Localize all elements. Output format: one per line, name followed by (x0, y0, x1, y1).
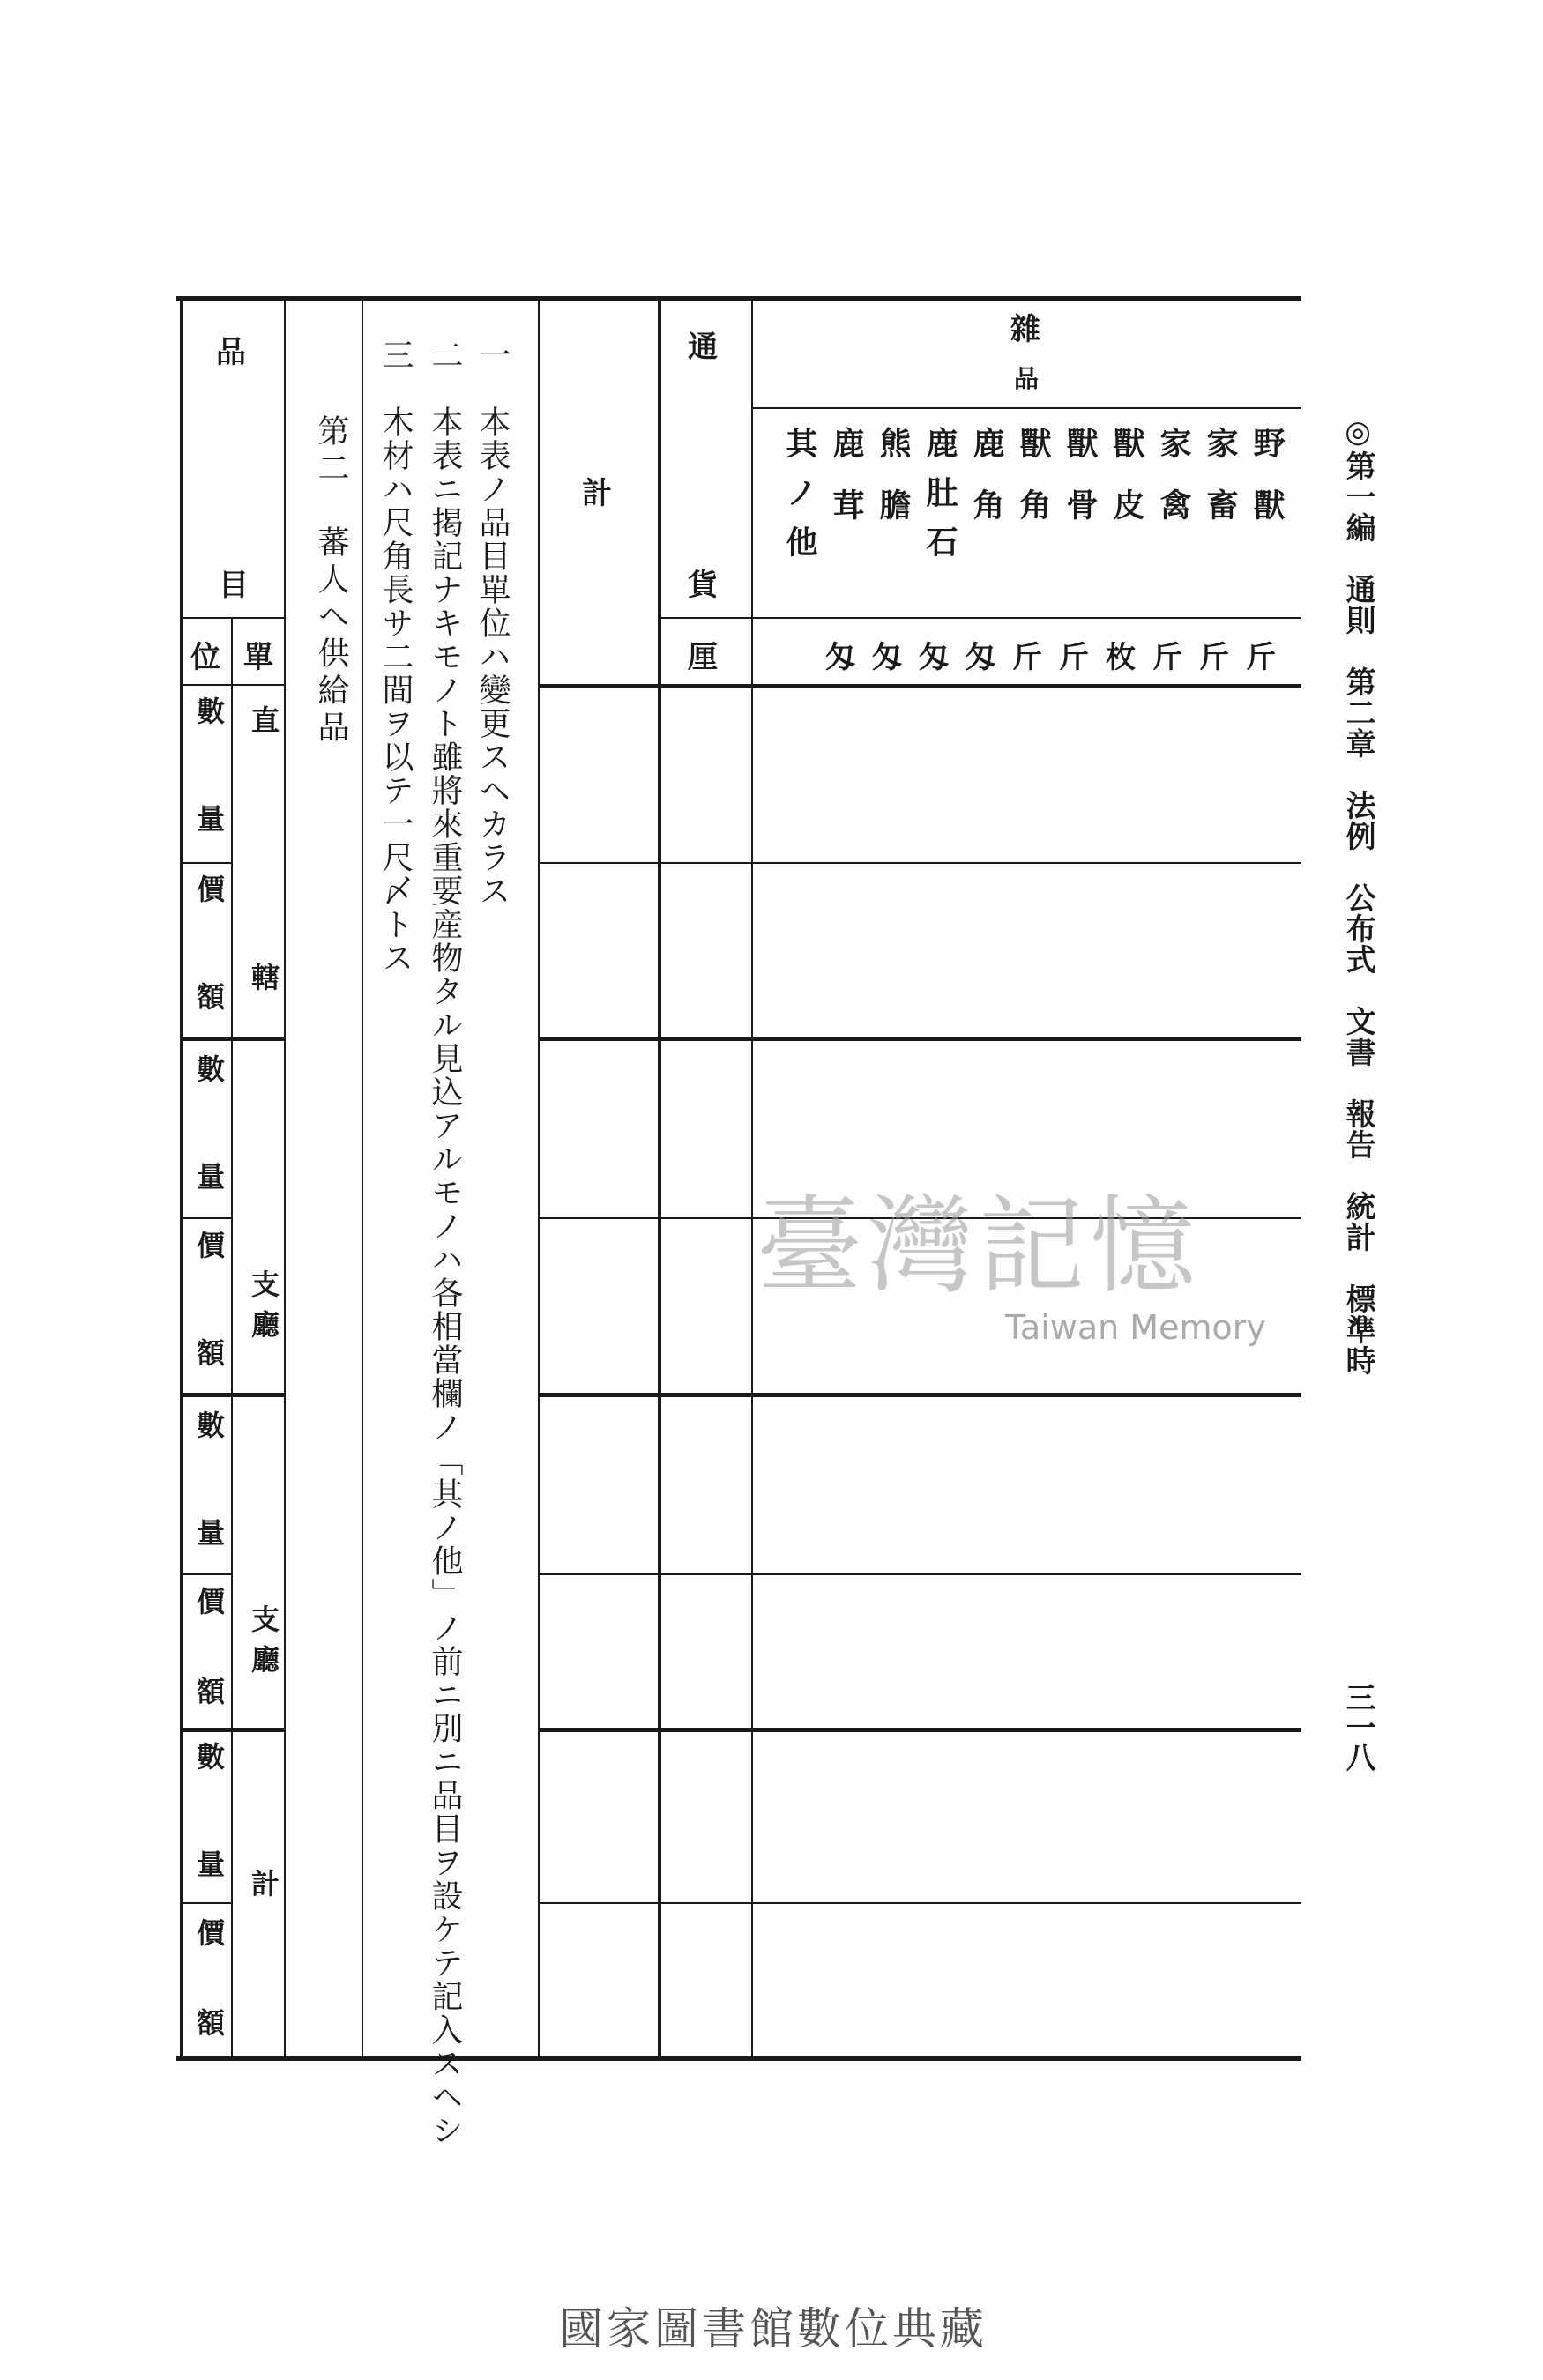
item-unit-0: 斤 (1246, 640, 1276, 675)
header-ka: 貨 (688, 568, 721, 603)
col-divider-group (284, 296, 286, 2059)
kagaku-label-3: 價額 (192, 1587, 226, 1766)
item-name-4: 獸骨 (1062, 427, 1099, 550)
data-line-6 (538, 1728, 1301, 1732)
note-1: 一 本表ノ品目單位ハ變更スヘカラス (474, 338, 511, 908)
kagaku-label-1: 價額 (192, 874, 226, 1090)
section-heading: 第二 蕃人ヘ供給品 (313, 414, 349, 747)
item-name-1: 家畜 (1202, 427, 1239, 550)
kagaku-label-2: 價額 (192, 1231, 226, 1446)
data-line-4 (538, 1393, 1301, 1397)
group-label-4: 計 (247, 1869, 280, 1897)
item-unit-4: 斤 (1059, 640, 1089, 675)
footer-archive-label: 國家圖書館數位典藏 (559, 2303, 988, 2354)
header-kei: 計 (582, 476, 615, 511)
item-name-2: 家禽 (1155, 427, 1192, 550)
note-2: 二 本表ニ掲記ナキモノト雖將來重要産物タル見込アルモノハ各相當欄ノ「其ノ他」ノ前ニ別ニ品目ヲ設ケテ記入スヘシ (427, 338, 463, 2147)
suryo-label-2: 數量 (192, 1054, 226, 1269)
item-unit-2: 斤 (1152, 640, 1182, 675)
col-divider-unit (231, 617, 233, 2058)
col-divider-notes (538, 296, 540, 2059)
header-bottom-line-mid (658, 617, 753, 619)
header-bottom-line-left (180, 617, 286, 619)
item-name-3: 獸皮 (1108, 427, 1145, 550)
watermark-logo-text: 臺灣記憶 (757, 1186, 1201, 1308)
data-line-5 (538, 1573, 1301, 1575)
group-label-1: 直轄 (247, 705, 280, 1220)
data-line-7 (538, 1902, 1301, 1904)
item-unit-3: 枚 (1106, 640, 1136, 675)
header-pin: 品 (216, 335, 250, 370)
item-name-8: 熊膽 (875, 427, 912, 550)
suryo-label-3: 數量 (192, 1410, 226, 1625)
header-dan: 單 (243, 640, 277, 675)
kei-row-top-line (538, 684, 1301, 688)
item-unit-6: 匁 (965, 640, 995, 675)
zatsu-under-line (751, 407, 1301, 409)
suryo-label-4: 數量 (192, 1742, 226, 1957)
data-line-1 (538, 862, 1301, 864)
item-unit-7: 匁 (919, 640, 949, 675)
suryo-label-1: 數量 (192, 696, 226, 911)
header-pin2: 品 (1014, 364, 1043, 393)
header-rin: 厘 (688, 640, 721, 675)
group-label-2: 支廳 (247, 1269, 280, 1350)
item-unit-9: 匁 (825, 640, 855, 675)
header-mu: 目 (219, 568, 252, 603)
header-wei: 位 (190, 640, 224, 675)
item-name-6: 鹿角 (968, 427, 1005, 550)
table-bottom-border (176, 2056, 1301, 2061)
item-name-10: 其ノ他 (781, 427, 818, 575)
watermark-english: Taiwan Memory (1005, 1308, 1266, 1347)
header-bottom-line-right (751, 617, 1301, 619)
running-header: ◎第一編 通則 第二章 法例 公布式 文書 報告 統計 標準時 (1340, 414, 1376, 1376)
header-zatsu: 雜 (1010, 312, 1044, 347)
item-unit-5: 斤 (1012, 640, 1042, 675)
row-line-a (180, 684, 286, 686)
col-divider-tsu (751, 296, 753, 2059)
item-unit-1: 斤 (1199, 640, 1229, 675)
table-left-border (180, 296, 183, 2059)
item-name-5: 獸角 (1015, 427, 1052, 550)
data-line-2 (538, 1037, 1301, 1041)
note-3: 三 木材ハ尺角長サ二間ヲ以テ一尺〆トス (377, 338, 414, 975)
item-name-9: 鹿茸 (828, 427, 865, 550)
col-divider-kei (658, 296, 661, 2059)
group-label-3: 支廳 (247, 1604, 280, 1685)
header-tsu: 通 (688, 330, 721, 365)
kagaku-label-4: 價額 (192, 1918, 226, 2098)
item-unit-8: 匁 (872, 640, 902, 675)
table-top-border (176, 296, 1301, 301)
item-name-0: 野獸 (1249, 427, 1286, 550)
col-divider-sec (362, 296, 363, 2059)
item-name-7: 鹿肚石 (921, 427, 958, 575)
page-number: 三一八 (1340, 1682, 1376, 1772)
